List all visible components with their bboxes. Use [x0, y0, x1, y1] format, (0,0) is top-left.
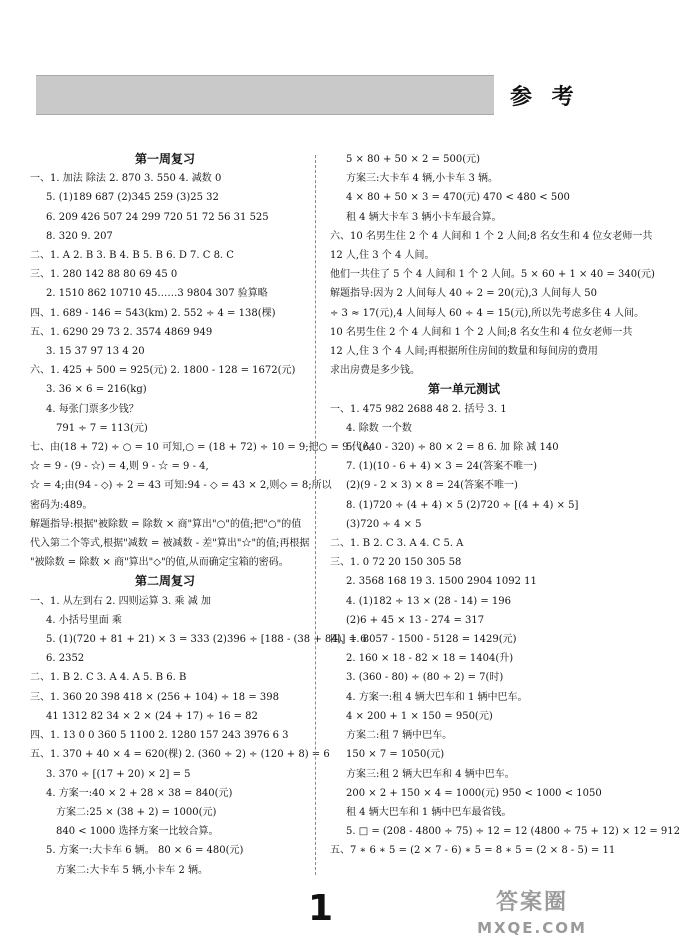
answer-line: 二、1. A 2. B 3. B 4. B 5. B 6. D 7. C 8. C [30, 250, 234, 262]
answer-line: 方案二:大卡车 5 辆,小卡车 2 辆。 [56, 864, 208, 876]
answer-line: 租 4 辆大巴车和 1 辆中巴车最省钱。 [346, 806, 512, 818]
answer-line: 方案二:租 7 辆中巴车。 [346, 730, 453, 742]
answer-line: 五、7 ∗ 6 ∗ 5 = (2 × 7 - 6) ∗ 5 = 8 ∗ 5 = (2 × 8 - 5) = 11 [330, 845, 616, 857]
answer-line: 四、1. 689 - 146 = 543(km) 2. 552 ÷ 4 = 138(棵) [30, 307, 276, 319]
answer-line: 8. (1)720 ÷ (4 + 4) × 5 (2)720 ÷ [(4 + 4) × 5] [346, 499, 579, 511]
answer-line: 2. 3568 168 19 3. 1500 2904 1092 11 [346, 576, 537, 588]
answer-line: 代入第二个等式,根据"减数 = 被减数 - 差"算出"☆"的值;再根据 [30, 538, 310, 550]
answer-line: 3. 15 37 97 13 4 20 [46, 346, 145, 358]
answer-line: 840 < 1000 选择方案一比较合算。 [56, 826, 219, 838]
answer-line: 200 × 2 + 150 × 4 = 1000(元) 950 < 1000 < 1050 [346, 787, 602, 799]
answer-column-right [330, 150, 680, 861]
answer-line: 三、1. 360 20 398 418 × (256 + 104) ÷ 18 = 398 [30, 691, 279, 703]
answer-line: 5. (640 - 320) ÷ 80 × 2 = 8 6. 加 除 减 140 [346, 442, 559, 454]
answer-line: 5. (1)189 687 (2)345 259 (3)25 32 [46, 192, 219, 204]
answer-line: 4. 方案一:40 × 2 + 28 × 38 = 840(元) [46, 787, 233, 799]
answer-line: 二、1. B 2. C 3. A 4. A 5. B 6. B [30, 672, 187, 684]
answer-line: "被除数 = 除数 × 商"算出"◇"的值,从而确定宝箱的密码。 [30, 557, 289, 569]
answer-line: 4. 每张门票多少钱？ [46, 403, 139, 415]
answer-line: 12 人,住 3 个 4 人间。 [330, 250, 435, 262]
answer-line: 五、1. 6290 29 73 2. 3574 4869 949 [30, 326, 213, 338]
page-title: 参 考 [510, 85, 580, 110]
answer-line: (3)720 ÷ 4 × 5 [346, 518, 422, 530]
answer-line: 六、10 名男生住 2 个 4 人间和 1 个 2 人间;8 名女生和 4 位女老师一共 [330, 230, 653, 242]
watermark-url: MXQE.COM [477, 919, 587, 937]
section-heading: 第一单元测试 [427, 382, 500, 397]
answer-line: 4. (1)182 ÷ 13 × (28 - 14) = 196 [346, 595, 511, 607]
answer-line: 7. (1)(10 - 6 + 4) × 3 = 24(答案不唯一) [346, 461, 537, 473]
answer-line: 四、1. 13 0 0 360 5 1100 2. 1280 157 243 3976 6 3 [30, 730, 289, 742]
answer-line: 3. 370 ÷ [(17 + 20) × 2] = 5 [46, 768, 191, 780]
answer-line: 四、1. 8057 - 1500 - 5128 = 1429(元) [330, 634, 517, 646]
answer-line: 一、1. 475 982 2688 48 2. 括号 3. 1 [330, 403, 507, 415]
answer-line: 41 1312 82 34 × 2 × (24 + 17) ÷ 16 = 82 [46, 710, 258, 722]
answer-line: 方案三:大卡车 4 辆,小卡车 3 辆。 [346, 173, 498, 185]
answer-line: 密码为:489。 [30, 499, 93, 511]
answer-line: 租 4 辆大卡车 3 辆小卡车最合算。 [346, 211, 502, 223]
answer-line: ÷ 3 ≈ 17(元),4 人间每人 60 ÷ 4 = 15(元),所以先考虑多住 4 人间。 [330, 307, 645, 319]
section-heading: 第二周复习 [134, 574, 195, 589]
answer-line: 六、1. 425 + 500 = 925(元) 2. 1800 - 128 = 1672(元) [30, 365, 296, 377]
answer-line: 5. □ = (208 - 4800 ÷ 75) ÷ 12 = 12 (4800 ÷ 75 + 12) × 12 = 912 [346, 826, 680, 838]
answer-line: (2)6 + 45 × 13 - 274 = 317 [346, 614, 485, 626]
answer-line: 七、由(18 + 72) ÷ ○ = 10 可知,○ = (18 + 72) ÷ 10 = 9;把○ = 9 代入 [30, 442, 372, 454]
answer-line: 一、1. 从左到右 2. 四则运算 3. 乘 减 加 [30, 595, 211, 607]
header-banner [36, 75, 494, 115]
answer-line: 5 × 80 + 50 × 2 = 500(元) [346, 154, 481, 165]
answer-line: 4 × 80 + 50 × 3 = 470(元) 470 < 480 < 500 [346, 192, 570, 204]
answer-line: 5. (1)(720 + 81 + 21) × 3 = 333 (2)396 ÷ [188 - (38 + 84)] = 6 [46, 634, 367, 646]
answer-line: 3. (360 - 80) ÷ (80 ÷ 2) = 7(时) [346, 672, 504, 684]
answer-line: 2. 160 × 18 - 82 × 18 = 1404(升) [346, 653, 514, 665]
answer-line: (2)(9 - 2 × 3) × 8 = 24(答案不唯一) [346, 480, 518, 492]
answer-line: 4. 小括号里面 乘 [46, 614, 122, 626]
watermark-logo [468, 888, 596, 944]
answer-line: 6. 2352 [46, 653, 85, 665]
answer-line: 方案三:租 2 辆大巴车和 4 辆中巴车。 [346, 768, 515, 780]
answer-line: 一、1. 加法 除法 2. 870 3. 550 4. 减数 0 [30, 173, 222, 185]
section-heading: 第一周复习 [134, 152, 195, 166]
answer-line: 4 × 200 + 1 × 150 = 950(元) [346, 710, 493, 722]
answer-line: 方案二:25 × (38 + 2) = 1000(元) [56, 806, 217, 818]
answer-line: 4. 除数 一个数 [346, 422, 412, 434]
page-number: 1 [308, 888, 334, 929]
answer-line: 2. 1510 862 10710 45……3 9804 307 验算略 [46, 288, 268, 300]
answer-line: ☆ = 9 - (9 - ☆) = 4,则 9 - ☆ = 9 - 4, [30, 461, 209, 473]
answer-line: ☆ = 4;由(94 - ◇) ÷ 2 = 43 可知:94 - ◇ = 43 × 2,则◇ = 8;所以 [30, 480, 332, 492]
answer-line: 10 名男生住 2 个 4 人间和 1 个 2 人间;8 名女生和 4 位女老师一共 [330, 326, 633, 338]
answer-line: 解题指导:根据"被除数 = 除数 × 商"算出"○"的值;把"○"的值 [30, 518, 302, 530]
answer-line: 三、1. 0 72 20 150 305 58 [330, 557, 462, 569]
answer-line: 791 ÷ 7 = 113(元) [56, 422, 148, 434]
column-divider [315, 155, 316, 875]
answer-line: 6. 209 426 507 24 299 720 51 72 56 31 525 [46, 211, 269, 223]
answer-line: 8. 320 9. 207 [46, 230, 113, 242]
answer-line: 解题指导:因为 2 人间每人 40 ÷ 2 = 20(元),3 人间每人 50 [330, 288, 597, 300]
watermark-text: 答案圈 [495, 890, 568, 915]
answer-line: 12 人,住 3 个 4 人间;再根据所住房间的数量和每间房的费用 [330, 346, 598, 358]
answer-column-left [30, 150, 372, 880]
answer-line: 求出房费是多少钱。 [330, 365, 420, 377]
answer-line: 他们一共住了 5 个 4 人间和 1 个 2 人间。5 × 60 + 1 × 40 = 340(元) [330, 269, 655, 281]
answer-line: 4. 方案一:租 4 辆大巴车和 1 辆中巴车。 [346, 691, 528, 703]
answer-line: 5. 方案一:大卡车 6 辆。 80 × 6 = 480(元) [46, 845, 244, 857]
answer-line: 150 × 7 = 1050(元) [346, 749, 445, 761]
answer-line: 五、1. 370 + 40 × 4 = 620(棵) 2. (360 ÷ 2) ÷ (120 + 8) = 6 [30, 749, 330, 761]
answer-line: 三、1. 280 142 88 80 69 45 0 [30, 269, 178, 281]
answer-line: 二、1. B 2. C 3. A 4. C 5. A [330, 538, 464, 550]
answer-line: 3. 36 × 6 = 216(kg) [46, 384, 147, 396]
